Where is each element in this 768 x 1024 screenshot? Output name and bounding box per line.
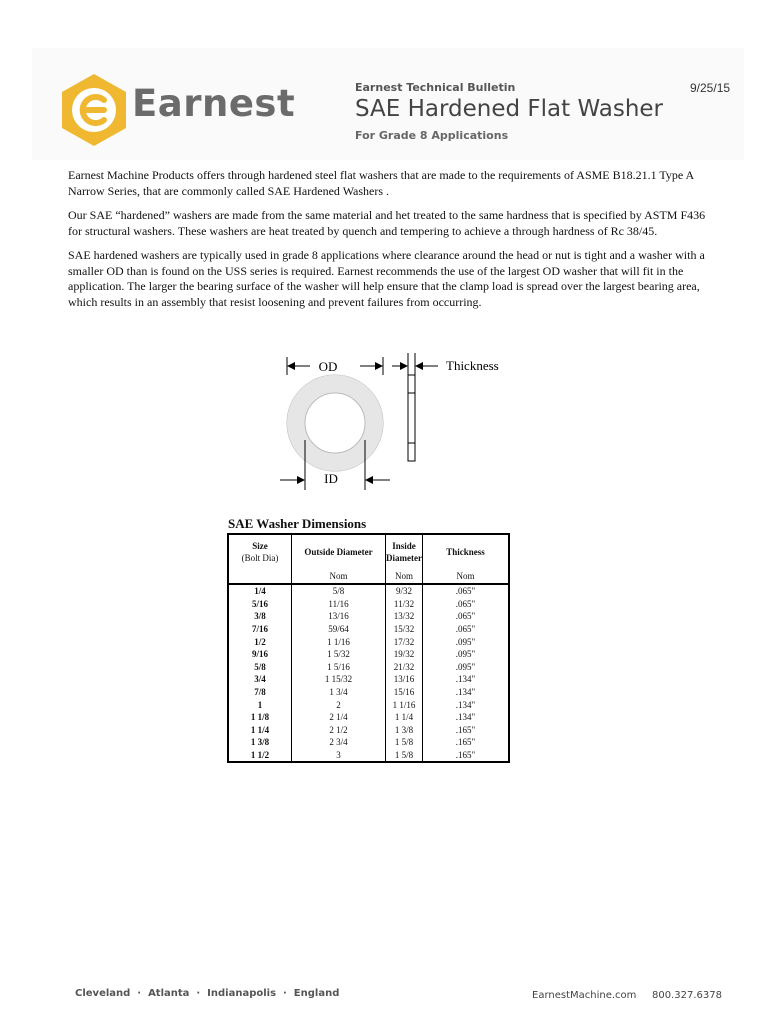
cell-inside-diameter: 1 5/8 [386, 736, 423, 749]
footer-separator: · [137, 988, 142, 999]
table-row [228, 598, 509, 611]
header-size-label: Size [252, 541, 268, 551]
table-row [228, 623, 509, 636]
washer-inner-circle [305, 393, 365, 453]
table-row [228, 698, 509, 711]
table-row [228, 749, 509, 763]
cell-thickness: .134" [423, 686, 510, 699]
footer-website: EarnestMachine.com [532, 990, 637, 1001]
cell-outside-diameter: 1 5/16 [292, 661, 386, 674]
washer-side-profile [408, 375, 415, 461]
cell-size: 5/16 [228, 598, 292, 611]
cell-inside-diameter: 11/32 [386, 598, 423, 611]
washer-diagram [270, 345, 510, 500]
cell-inside-diameter: 13/16 [386, 673, 423, 686]
cell-thickness: .095" [423, 635, 510, 648]
cell-outside-diameter: 2 3/4 [292, 736, 386, 749]
cell-outside-diameter: 1 3/4 [292, 686, 386, 699]
footer-separator: · [196, 988, 201, 999]
header-size [228, 534, 292, 569]
cell-thickness: .065" [423, 623, 510, 636]
cell-thickness: .165" [423, 749, 510, 763]
cell-size: 1 1/8 [228, 711, 292, 724]
hexagon-e-icon [56, 72, 132, 148]
table-row [228, 673, 509, 686]
cell-outside-diameter: 2 1/2 [292, 724, 386, 737]
header-thickness: Thickness [423, 534, 510, 569]
cell-size: 1 [228, 698, 292, 711]
cell-thickness: .095" [423, 661, 510, 674]
cell-outside-diameter: 11/16 [292, 598, 386, 611]
table-row [228, 584, 509, 598]
document-date: 9/25/15 [690, 81, 731, 95]
cell-outside-diameter: 3 [292, 749, 386, 763]
cell-size: 3/8 [228, 610, 292, 623]
footer-city: Atlanta [148, 988, 190, 999]
table-row [228, 736, 509, 749]
cell-outside-diameter: 1 15/32 [292, 673, 386, 686]
units-outside-diameter: Nom [292, 569, 386, 584]
cell-thickness: .134" [423, 673, 510, 686]
table-row [228, 686, 509, 699]
table-title: SAE Washer Dimensions [228, 516, 367, 531]
cell-thickness: .134" [423, 711, 510, 724]
footer-city: Indianapolis [207, 988, 277, 999]
body-text [68, 168, 708, 319]
cell-size: 1 1/2 [228, 749, 292, 763]
cell-thickness: .134" [423, 698, 510, 711]
hardness-paragraph: Our SAE “hardened” washers are made from the same material and het treated to the same hardness that is specified by ASTM F436 for structural washers. These washers are heat treated by quench and tempering to achieve a through hardness of Rc 38/45. [68, 208, 706, 238]
cell-outside-diameter: 13/16 [292, 610, 386, 623]
cell-size: 1 3/8 [228, 736, 292, 749]
cell-inside-diameter: 19/32 [386, 648, 423, 661]
cell-size: 7/8 [228, 686, 292, 699]
cell-size: 1/2 [228, 635, 292, 648]
cell-outside-diameter: 2 [292, 698, 386, 711]
cell-size: 9/16 [228, 648, 292, 661]
table-body [228, 584, 509, 762]
document-title: SAE Hardened Flat Washer [355, 96, 664, 122]
cell-outside-diameter: 59/64 [292, 623, 386, 636]
id-label: ID [324, 471, 338, 486]
cell-size: 7/16 [228, 623, 292, 636]
cell-thickness: .095" [423, 648, 510, 661]
cell-inside-diameter: 9/32 [386, 584, 423, 598]
units-inside-diameter: Nom [386, 569, 423, 584]
header-inside-diameter: Inside Diameter [386, 534, 423, 569]
application-paragraph: SAE hardened washers are typically used in grade 8 applications where clearance around the head or nut is tight and a washer with a smaller OD than is found on the USS series is required. Earnest recommends the use of the largest OD washer that will fit in the application. The larger the bearing surface of the washer will help ensure that the clamp load is spread over the largest bearing area, which results in an assembly that resist loosening and prevent failures from occurring. [68, 248, 705, 309]
footer-separator: · [283, 988, 287, 999]
cell-outside-diameter: 2 1/4 [292, 711, 386, 724]
table-row [228, 711, 509, 724]
table-row [228, 648, 509, 661]
cell-outside-diameter: 5/8 [292, 584, 386, 598]
footer-city: Cleveland [75, 988, 131, 999]
cell-size: 3/4 [228, 673, 292, 686]
cell-inside-diameter: 1 1/16 [386, 698, 423, 711]
table-row [228, 661, 509, 674]
cell-inside-diameter: 17/32 [386, 635, 423, 648]
cell-inside-diameter: 1 1/4 [386, 711, 423, 724]
cell-inside-diameter: 13/32 [386, 610, 423, 623]
table-units-row [228, 569, 509, 584]
cell-inside-diameter: 1 3/8 [386, 724, 423, 737]
cell-thickness: .065" [423, 598, 510, 611]
thickness-label: Thickness [446, 358, 499, 373]
cell-thickness: .165" [423, 736, 510, 749]
header-outside-diameter: Outside Diameter [292, 534, 386, 569]
brand-name: Earnest [132, 82, 296, 125]
table-row [228, 635, 509, 648]
cell-inside-diameter: 15/32 [386, 623, 423, 636]
footer-city: England [293, 988, 340, 999]
cell-inside-diameter: 15/16 [386, 686, 423, 699]
table-row [228, 610, 509, 623]
bulletin-label: Earnest Technical Bulletin [355, 81, 516, 94]
cell-thickness: .165" [423, 724, 510, 737]
units-thickness: Nom [423, 569, 510, 584]
table-row [228, 724, 509, 737]
cell-inside-diameter: 21/32 [386, 661, 423, 674]
intro-paragraph: Earnest Machine Products offers through hardened steel flat washers that are made to the requirements of ASME B18.21.1 Type A Narrow Series, that are commonly called SAE Hardened Washers . [68, 168, 694, 198]
header-size-sublabel: (Bolt Dia) [241, 553, 279, 563]
cell-inside-diameter: 1 5/8 [386, 749, 423, 763]
cell-outside-diameter: 1 5/32 [292, 648, 386, 661]
washer-dimensions-table [227, 533, 510, 763]
cell-thickness: .065" [423, 584, 510, 598]
footer-phone: 800.327.6378 [652, 990, 722, 1001]
document-subtitle: For Grade 8 Applications [355, 129, 509, 142]
cell-outside-diameter: 1 1/16 [292, 635, 386, 648]
table-header-row [228, 534, 509, 569]
cell-thickness: .065" [423, 610, 510, 623]
cell-size: 1 1/4 [228, 724, 292, 737]
footer-cities [75, 988, 339, 999]
od-label: OD [318, 359, 338, 374]
units-size [228, 569, 292, 584]
cell-size: 5/8 [228, 661, 292, 674]
cell-size: 1/4 [228, 584, 292, 598]
